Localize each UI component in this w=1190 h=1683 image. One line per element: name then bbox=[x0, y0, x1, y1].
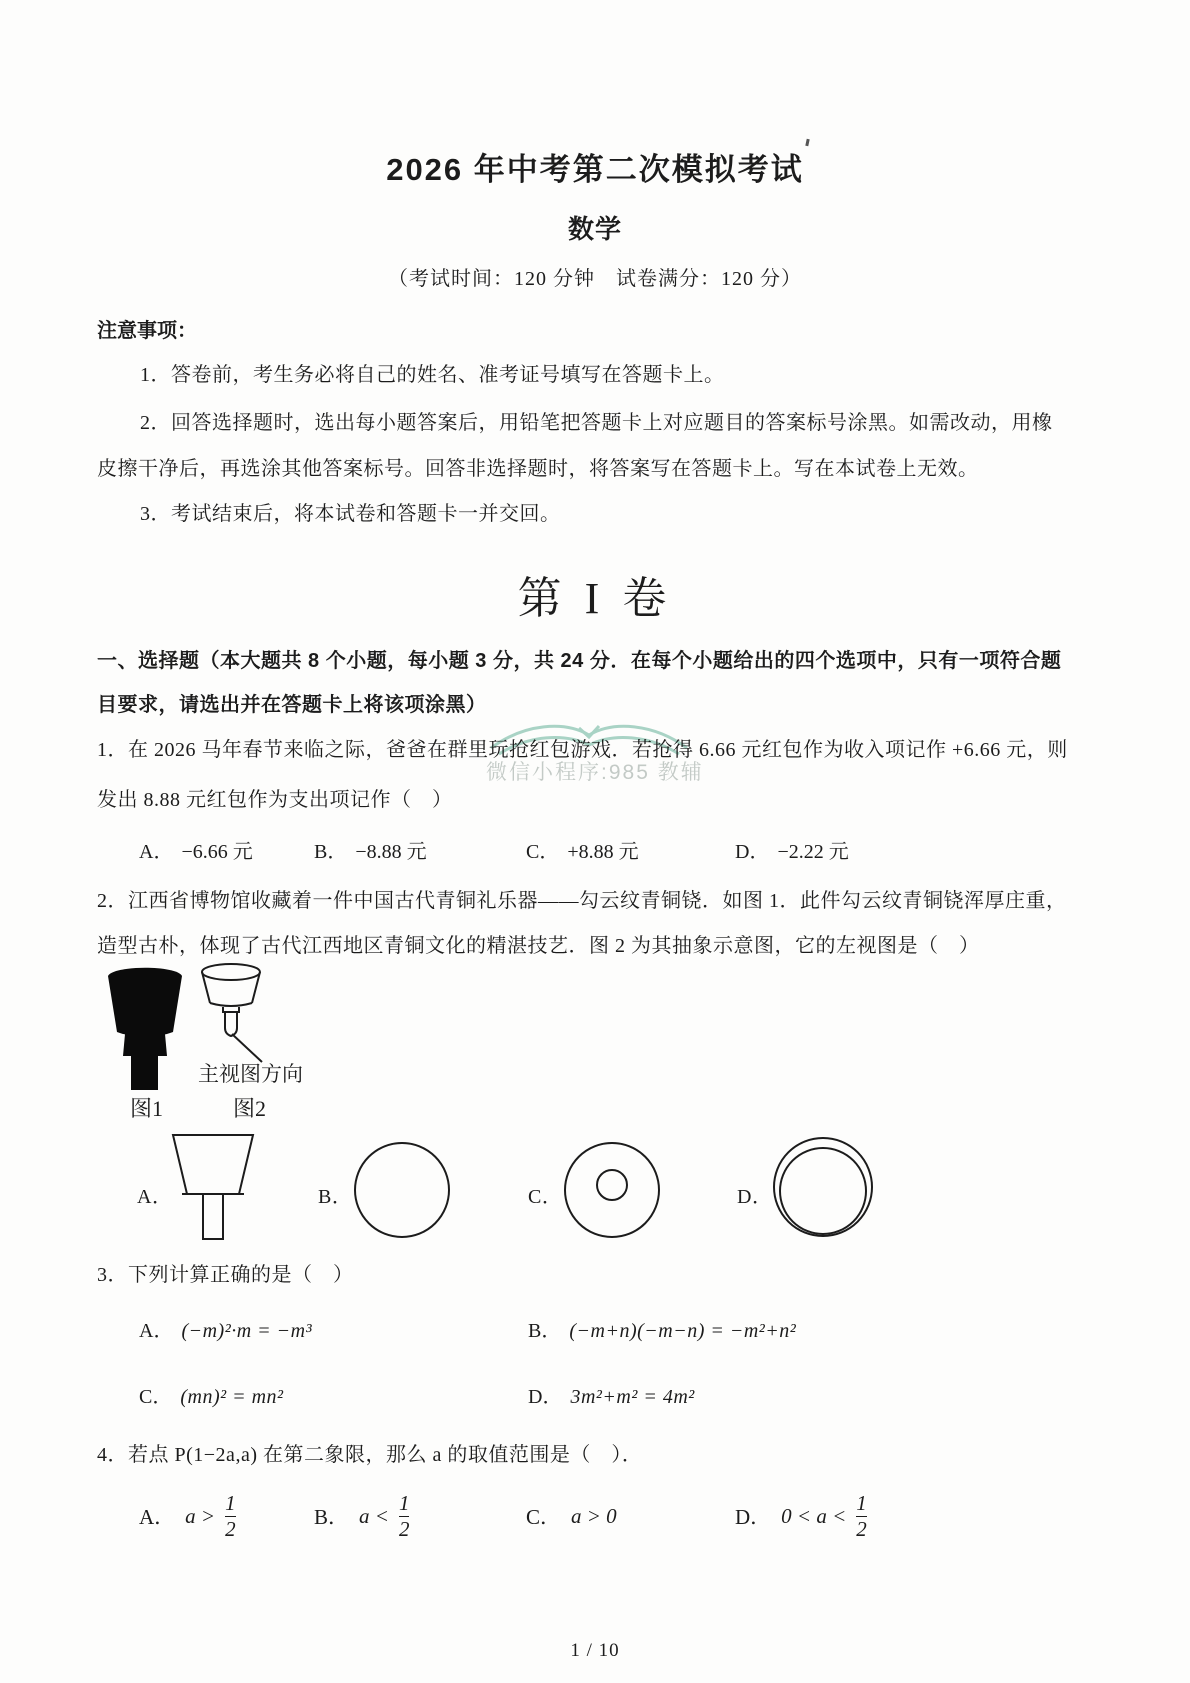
section-1-instructions-line2: 目要求，请选出并在答题卡上将该项涂黑） bbox=[97, 694, 487, 716]
q3-option-b bbox=[528, 1314, 796, 1343]
exam-title: 2026 年中考第二次模拟考试 bbox=[386, 152, 804, 187]
q1-option-d-label: D． bbox=[735, 841, 770, 863]
q3-option-d-formula: 3m²+m² = 4m² bbox=[570, 1386, 695, 1408]
question-1-line2: 发出 8.88 元红包作为支出项记作（ ） bbox=[97, 789, 453, 811]
question-2-line1: 2．江西省博物馆收藏着一件中国古代青铜礼乐器——勾云纹青铜铙．如图 1．此件勾云纹青铜铙浑厚庄重， bbox=[97, 890, 1067, 912]
q3-option-a-label: A． bbox=[139, 1320, 174, 1342]
q4-option-d-fraction bbox=[856, 1491, 867, 1540]
q2-option-b-label: B． bbox=[318, 1186, 353, 1208]
q1-option-c bbox=[526, 835, 639, 864]
figure-1-caption: 图1 bbox=[130, 1096, 164, 1121]
q2-option-c-label: C． bbox=[528, 1186, 563, 1208]
q1-option-d-text: −2.22 元 bbox=[777, 841, 849, 863]
q3-option-c-formula: (mn)² = mn² bbox=[180, 1386, 284, 1408]
q2-option-a-label: A． bbox=[137, 1186, 173, 1208]
q4-option-a bbox=[139, 1474, 236, 1558]
notice-heading: 注意事项： bbox=[97, 320, 197, 342]
q4-option-b-label: B． bbox=[314, 1505, 350, 1529]
q3-option-d-label: D． bbox=[528, 1386, 563, 1408]
notice-item-2-line1: 2．回答选择题时，选出每小题答案后，用铅笔把答题卡上对应题目的答案标号涂黑。如需改动，用橡 bbox=[140, 412, 1053, 434]
q1-option-a-label: A． bbox=[139, 841, 174, 863]
q1-option-c-label: C． bbox=[526, 841, 560, 863]
q4-option-a-fraction bbox=[225, 1491, 236, 1540]
notice-item-1: 1．答卷前，考生务必将自己的姓名、准考证号填写在答题卡上。 bbox=[140, 364, 725, 386]
question-2-line2: 造型古朴，体现了古代江西地区青铜文化的精湛技艺．图 2 为其抽象示意图，它的左视图是（ ） bbox=[97, 935, 980, 957]
section-1-instructions-line1: 一、选择题（本大题共 8 个小题，每小题 3 分，共 24 分．在每个小题给出的四个选项中，只有一项符合题 bbox=[97, 650, 1062, 672]
fraction-denominator: 2 bbox=[398, 1516, 410, 1541]
question-1-line1: 1．在 2026 马年春节来临之际，爸爸在群里玩抢红包游戏．若抢得 6.66 元红包作为收入项记作 +6.66 元，则 bbox=[97, 739, 1068, 761]
fraction-denominator: 2 bbox=[225, 1516, 236, 1541]
q2-option-a-shape-trapezoid-with-stem bbox=[170, 1132, 256, 1242]
figure-2-schematic-drawing bbox=[199, 962, 263, 1040]
q2-option-d-shape-double-circle bbox=[770, 1136, 876, 1242]
q4-option-d-expression: 0 < a < bbox=[781, 1503, 847, 1528]
q2-option-d-label: D． bbox=[737, 1186, 773, 1208]
fraction-denominator: 2 bbox=[856, 1516, 867, 1541]
q4-option-c-expression: a > 0 bbox=[571, 1503, 617, 1528]
fraction-numerator: 1 bbox=[398, 1491, 410, 1516]
q4-option-d-label: D． bbox=[735, 1505, 772, 1529]
q1-option-b-label: B． bbox=[314, 841, 348, 863]
q1-option-b bbox=[314, 835, 427, 864]
figure-2-caption: 图2 bbox=[233, 1096, 267, 1121]
part-1-title: 第 I 卷 bbox=[517, 574, 673, 623]
q1-option-d bbox=[735, 835, 849, 864]
q3-option-d bbox=[528, 1380, 695, 1409]
watermark-text: 微信小程序:985 教辅 bbox=[486, 761, 704, 784]
q4-option-a-label: A． bbox=[139, 1505, 176, 1529]
question-3-stem: 3．下列计算正确的是（ ） bbox=[97, 1264, 354, 1286]
question-4-stem: 4．若点 P(1−2a,a) 在第二象限，那么 a 的取值范围是（ ）． bbox=[97, 1444, 643, 1466]
q4-option-b-fraction bbox=[399, 1491, 410, 1540]
q3-option-b-label: B． bbox=[528, 1320, 562, 1342]
q2-option-b-shape-circle bbox=[352, 1140, 452, 1240]
q1-option-b-text: −8.88 元 bbox=[355, 841, 427, 863]
q3-option-a bbox=[139, 1314, 312, 1343]
q4-option-d bbox=[735, 1474, 867, 1558]
q4-option-b-expression: a < bbox=[359, 1503, 389, 1528]
q4-option-c bbox=[526, 1474, 617, 1558]
subject-title: 数学 bbox=[567, 214, 622, 244]
q4-option-b bbox=[314, 1474, 409, 1558]
q1-option-a-text: −6.66 元 bbox=[181, 841, 253, 863]
fraction-numerator: 1 bbox=[856, 1491, 867, 1516]
q3-option-c-label: C． bbox=[139, 1386, 173, 1408]
page-number: 1 / 10 bbox=[570, 1640, 620, 1661]
q2-option-c-shape-circle-with-center-hole bbox=[562, 1140, 662, 1240]
exam-info-line: （考试时间：120 分钟 试卷满分：120 分） bbox=[388, 268, 802, 290]
fraction-numerator: 1 bbox=[225, 1491, 236, 1516]
q3-option-a-formula: (−m)²·m = −m³ bbox=[181, 1320, 313, 1342]
q3-option-b-formula: (−m+n)(−m−n) = −m²+n² bbox=[569, 1320, 797, 1342]
q3-option-c bbox=[139, 1380, 284, 1409]
notice-item-2-line2: 皮擦干净后，再选涂其他答案标号。回答非选择题时，将答案写在答题卡上。写在本试卷上无效。 bbox=[97, 458, 979, 480]
q1-option-c-text: +8.88 元 bbox=[567, 841, 639, 863]
q4-option-c-label: C． bbox=[526, 1505, 562, 1529]
view-direction-label: 主视图方向 bbox=[198, 1062, 303, 1086]
notice-item-3: 3．考试结束后，将本试卷和答题卡一并交回。 bbox=[140, 503, 561, 525]
q4-option-a-expression: a > bbox=[185, 1503, 216, 1528]
figure-1-bronze-bell-silhouette bbox=[100, 962, 190, 1090]
q1-option-a bbox=[139, 835, 253, 864]
